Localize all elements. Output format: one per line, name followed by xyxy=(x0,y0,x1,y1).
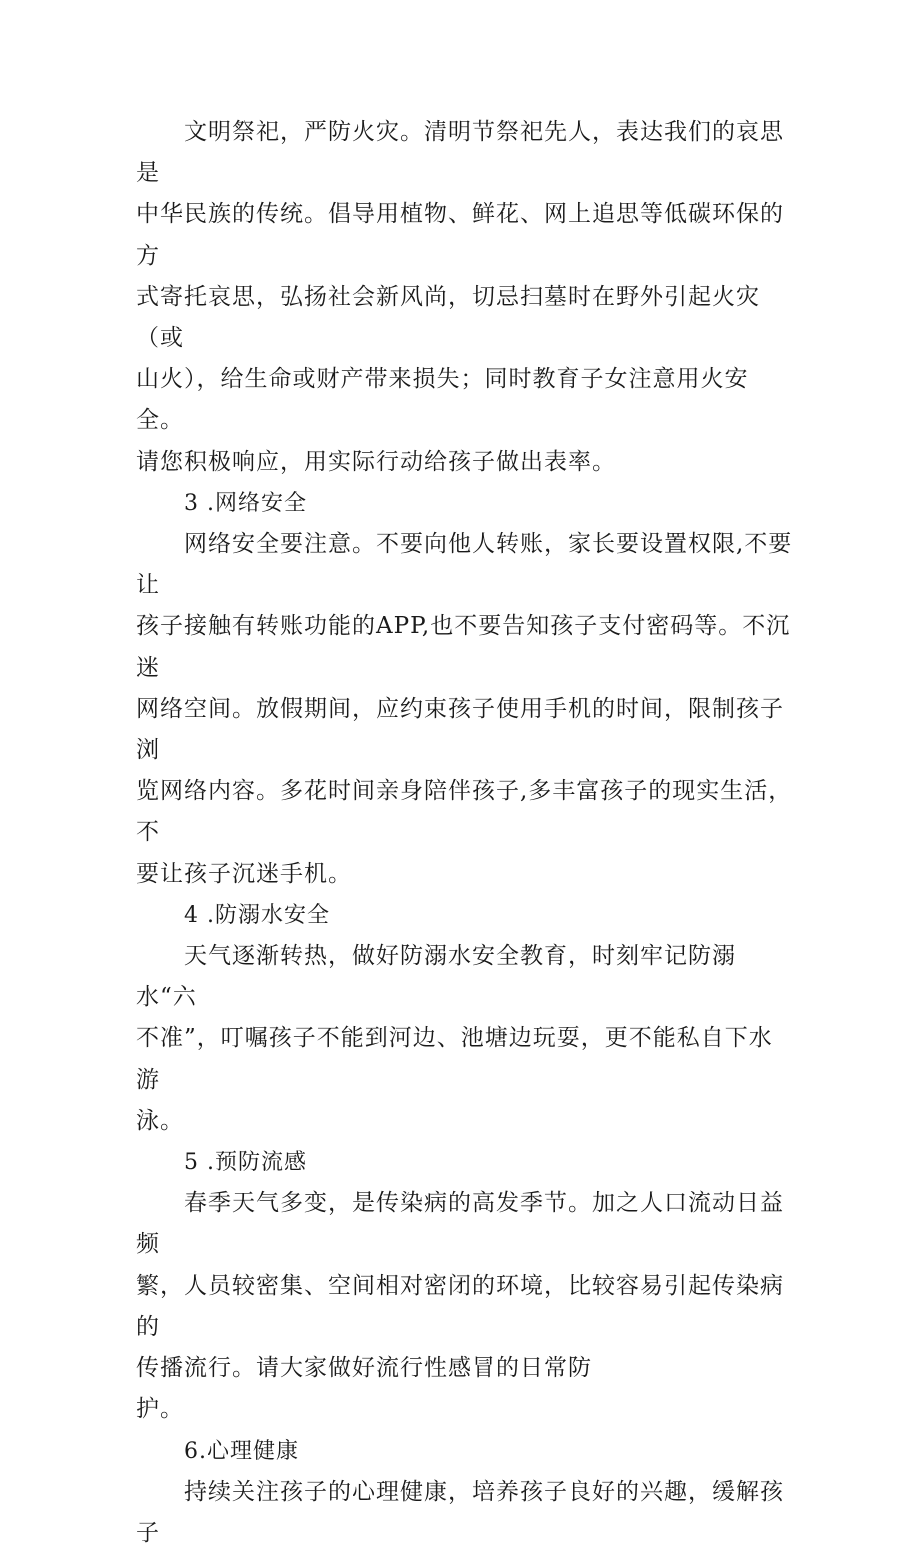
paragraph-drowning-prevention xyxy=(136,936,796,1142)
text-line: 网络空间。放假期间，应约束孩子使用手机的时间，限制孩子浏 xyxy=(136,695,784,764)
text-line: 传播流行。请大家做好流行性感冒的日常防 xyxy=(136,1355,592,1382)
text-line: 孩子接触有转账功能的APP,也不要告知孩子支付密码等。不沉迷 xyxy=(136,613,791,681)
text-line: 泳。 xyxy=(136,1107,184,1134)
text-line: 春季天气多变，是传染病的高发季节。加之人口流动日益频 xyxy=(136,1190,784,1258)
text-line: 式寄托哀思，弘扬社会新风尚，切忌扫墓时在野外引起火灾（或 xyxy=(136,283,760,352)
text-line: 护。 xyxy=(136,1396,184,1423)
document-body xyxy=(136,112,796,1554)
text-line: 山火），给生命或财产带来损失；同时教育子女注意用火安全。 xyxy=(136,366,749,434)
section-heading-drowning-prevention: 4 .防溺水安全 xyxy=(184,902,330,928)
text-line: 览网络内容。多花时间亲身陪伴孩子,多丰富孩子的现实生活，不 xyxy=(136,778,793,846)
text-line: 中华民族的传统。倡导用植物、鲜花、网上追思等低碳环保的方 xyxy=(136,201,784,269)
text-line: 繁，人员较密集、空间相对密闭的环境，比较容易引起传染病的 xyxy=(136,1272,784,1340)
section-heading-flu-prevention: 5 .预防流感 xyxy=(184,1150,307,1176)
paragraph-flu-prevention xyxy=(136,1183,796,1430)
section-heading-mental-health: 6.心理健康 xyxy=(184,1438,299,1464)
text-line: 要让孩子沉迷手机。 xyxy=(136,860,352,887)
text-line: 文明祭祀，严防火灾。清明节祭祀先人，表达我们的哀思是 xyxy=(136,119,784,187)
paragraph-network-safety xyxy=(136,524,796,895)
text-line: 网络安全要注意。不要向他人转账，家长要设置权限,不要让 xyxy=(136,531,793,599)
text-line: 请您积极响应，用实际行动给孩子做出表率。 xyxy=(136,448,616,475)
text-line: 持续关注孩子的心理健康，培养孩子良好的兴趣，缓解孩子 xyxy=(136,1478,784,1546)
text-line: 天气逐渐转热，做好防溺水安全教育，时刻牢记防溺水“六 xyxy=(136,943,736,1011)
paragraph-civilized-worship xyxy=(136,112,796,483)
paragraph-mental-health xyxy=(136,1472,796,1554)
text-line: 不准”，叮嘱孩子不能到河边、池塘边玩耍，更不能私自下水游 xyxy=(136,1025,773,1093)
section-heading-network-safety: 3 .网络安全 xyxy=(184,490,307,516)
